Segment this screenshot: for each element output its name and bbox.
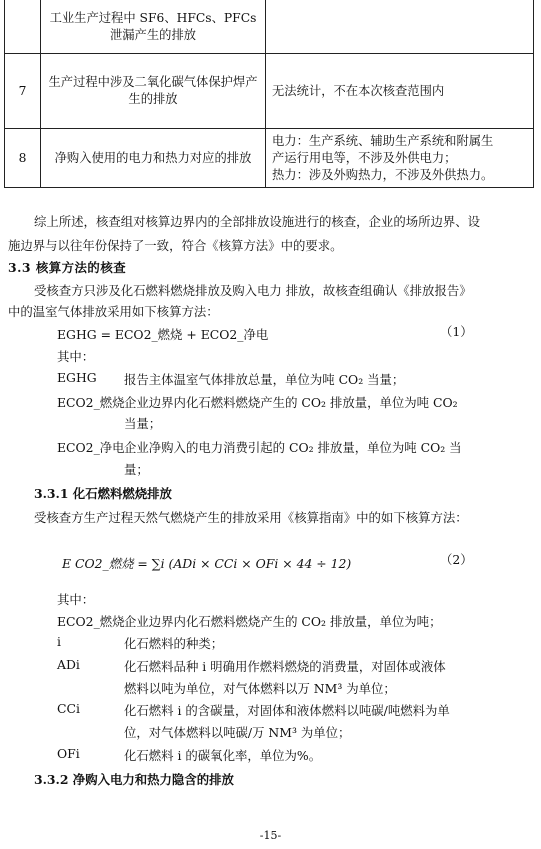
def-symbol: ECO2_净电	[57, 440, 125, 455]
def-text: 企业净购入的电力消费引起的 CO₂ 排放量，单位为吨 CO₂ 当	[124, 440, 462, 455]
formula-1: EGHG = ECO2_燃烧 + ECO2_净电	[57, 327, 269, 342]
formula-2: E CO2_燃烧 = ∑i (ADi × CCi × OFi × 44 ÷ 12)	[62, 556, 352, 571]
paragraph-line: 受核查方生产过程天然气燃烧产生的排放采用《核算指南》中的如下核算方法：	[34, 510, 468, 525]
emission-source: 净购入使用的电力和热力对应的排放	[41, 129, 266, 188]
equation-number: （2）	[440, 552, 473, 567]
table-row	[5, 129, 534, 188]
verification-note: 无法统计，不在本次核查范围内	[266, 54, 534, 129]
def-symbol: CCi	[57, 701, 80, 716]
def-text: 企业边界内化石燃料燃烧产生的 CO₂ 排放量，单位为吨；	[124, 614, 442, 629]
def-symbol: OFi	[57, 746, 80, 761]
paragraph-line: 中的温室气体排放采用如下核算方法：	[8, 304, 219, 319]
def-text: 当量；	[124, 416, 162, 431]
note-line: 产运行用电等，不涉及外供电力；	[272, 150, 457, 165]
def-text: 化石燃料品种 i 明确用作燃料燃烧的消费量，对固体或液体	[124, 659, 446, 674]
def-text: 位，对气体燃料以吨碳/万 NM³ 为单位；	[124, 725, 351, 740]
def-symbol: i	[57, 634, 61, 649]
def-text: 燃料以吨为单位，对气体燃料以万 NM³ 为单位；	[124, 681, 396, 696]
def-text: 化石燃料 i 的含碳量，对固体和液体燃料以吨碳/吨燃料为单	[124, 703, 450, 718]
def-symbol: EGHG	[57, 370, 97, 385]
row-number	[5, 0, 41, 54]
emission-source-table	[4, 0, 534, 188]
emission-source: 工业生产过程中 SF6、HFCs、PFCs 泄漏产生的排放	[41, 0, 266, 54]
summary-line: 综上所述，核查组对核算边界内的全部排放设施进行的核查，企业的场所边界、设	[34, 214, 481, 229]
summary-line: 施边界与以往年份保持了一致，符合《核算方法》中的要求。	[8, 238, 343, 253]
def-text: 报告主体温室气体排放总量，单位为吨 CO₂ 当量；	[124, 372, 405, 387]
where-label: 其中：	[57, 592, 95, 607]
def-text: 企业边界内化石燃料燃烧产生的 CO₂ 排放量，单位为吨 CO₂	[124, 395, 458, 410]
row-number: 7	[5, 54, 41, 129]
def-text: 化石燃料 i 的碳氧化率，单位为%。	[124, 748, 322, 763]
table-row	[5, 54, 534, 129]
verification-note	[266, 129, 534, 188]
def-text: 化石燃料的种类；	[124, 636, 224, 651]
section-heading: 3.3 核算方法的核查	[8, 260, 127, 275]
subsection-heading: 3.3.2 净购入电力和热力隐含的排放	[34, 772, 234, 787]
def-text: 量；	[124, 462, 149, 477]
subsection-heading: 3.3.1 化石燃料燃烧排放	[34, 486, 172, 501]
page-number: -15-	[259, 829, 282, 842]
note-line: 电力：生产系统、辅助生产系统和附属生	[272, 133, 494, 148]
table-row	[5, 0, 534, 54]
def-symbol: ECO2_燃烧	[57, 614, 125, 629]
emission-source: 生产过程中涉及二氧化碳气体保护焊产生的排放	[41, 54, 266, 129]
equation-number: （1）	[440, 324, 473, 339]
note-line: 热力：涉及外购热力，不涉及外供热力。	[272, 167, 494, 182]
def-symbol: ADi	[57, 657, 80, 672]
row-number: 8	[5, 129, 41, 188]
paragraph-line: 受核查方只涉及化石燃料燃烧排放及购入电力 排放，故核查组确认《排放报告》	[34, 283, 472, 298]
def-symbol: ECO2_燃烧	[57, 395, 125, 410]
verification-note	[266, 0, 534, 54]
where-label: 其中：	[57, 349, 95, 364]
